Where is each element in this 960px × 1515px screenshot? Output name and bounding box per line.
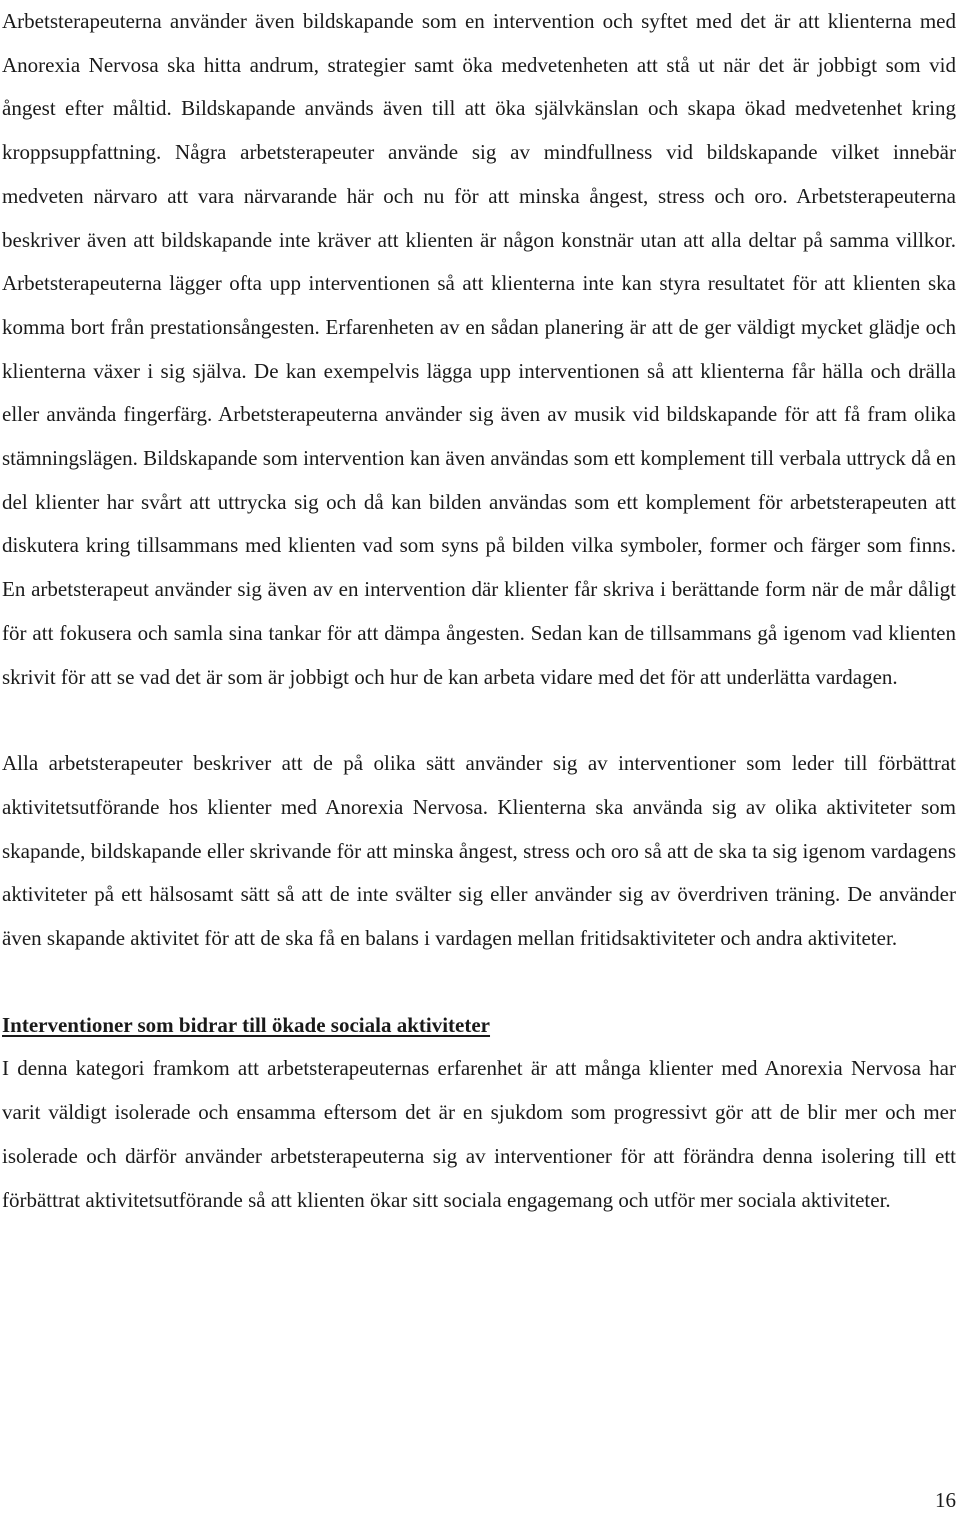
body-paragraph-2: Alla arbetsterapeuter beskriver att de på olika sätt använder sig av interventioner som leder till förbättrat aktivitetsutförande hos klienter med Anorexia Nervosa. Klienterna ska använda sig av olika aktiviteter som skapande, bildskapande eller skrivande för att minska ångest, stress och oro så att de ska ta sig igenom vardagens aktiviteter på ett hälsosamt sätt så att de inte svälter sig eller använder sig av överdriven träning. De använder även skapande aktivitet för att de ska få en balans i vardagen mellan fritidsaktiviteter och andra aktiviteter. — [2, 751, 956, 951]
document-page — [2, 0, 956, 1222]
page-number: 16 — [935, 1488, 956, 1512]
section-paragraph: I denna kategori framkom att arbetsterapeuternas erfarenhet är att många klienter med Anorexia Nervosa har varit väldigt isolerade och ensamma eftersom det är en sjukdom som progressivt gör att de blir mer och mer isolerade och därför använder arbetsterapeuterna sig av interventioner för att förändra denna isolering till ett förbättrat aktivitetsutförande så att klienten ökar sitt sociala engagemang och utför mer sociala aktiviteter. — [2, 1056, 956, 1212]
body-paragraph-1: Arbetsterapeuterna använder även bildskapande som en intervention och syftet med det är att klienterna med Anorexia Nervosa ska hitta andrum, strategier samt öka medvetenheten att stå ut när det är jobbigt som vid ångest efter måltid. Bildskapande används även till att öka självkänslan och skapa ökad medvetenhet kring kroppsuppfattning. Några arbetsterapeuter använde sig av mindfullness vid bildskapande vilket innebär medveten närvaro att vara närvarande här och nu för att minska ångest, stress och oro. Arbetsterapeuterna beskriver även att bildskapande inte kräver att klienten är någon konstnär utan att alla deltar på samma villkor. Arbetsterapeuterna lägger ofta upp interventionen så att klienterna inte kan styra resultatet för att klienten ska komma bort från prestationsångesten. Erfarenheten av en sådan planering är att de ger väldigt mycket glädje och klienterna växer i sig själva. De kan exempelvis lägga upp interventionen så att klienterna får hälla och drälla eller använda fingerfärg. Arbetsterapeuterna använder sig även av musik vid bildskapande för att få fram olika stämningslägen. Bildskapande som intervention kan även användas som ett komplement till verbala uttryck då en del klienter har svårt att uttrycka sig och då kan bilden användas som ett komplement för arbetsterapeuten att diskutera kring tillsammans med klienten vad som syns på bilden vilka symboler, former och färger som finns. En arbetsterapeut använder sig även av en intervention där klienter får skriva i berättande form när de mår dåligt för att fokusera och samla sina tankar för att dämpa ångesten. Sedan kan de tillsammans gå igenom vad klienten skrivit för att se vad det är som är jobbigt och hur de kan arbeta vidare med det för att underlätta vardagen. — [2, 9, 956, 689]
section-heading: Interventioner som bidrar till ökade sociala aktiviteter — [2, 1012, 491, 1037]
